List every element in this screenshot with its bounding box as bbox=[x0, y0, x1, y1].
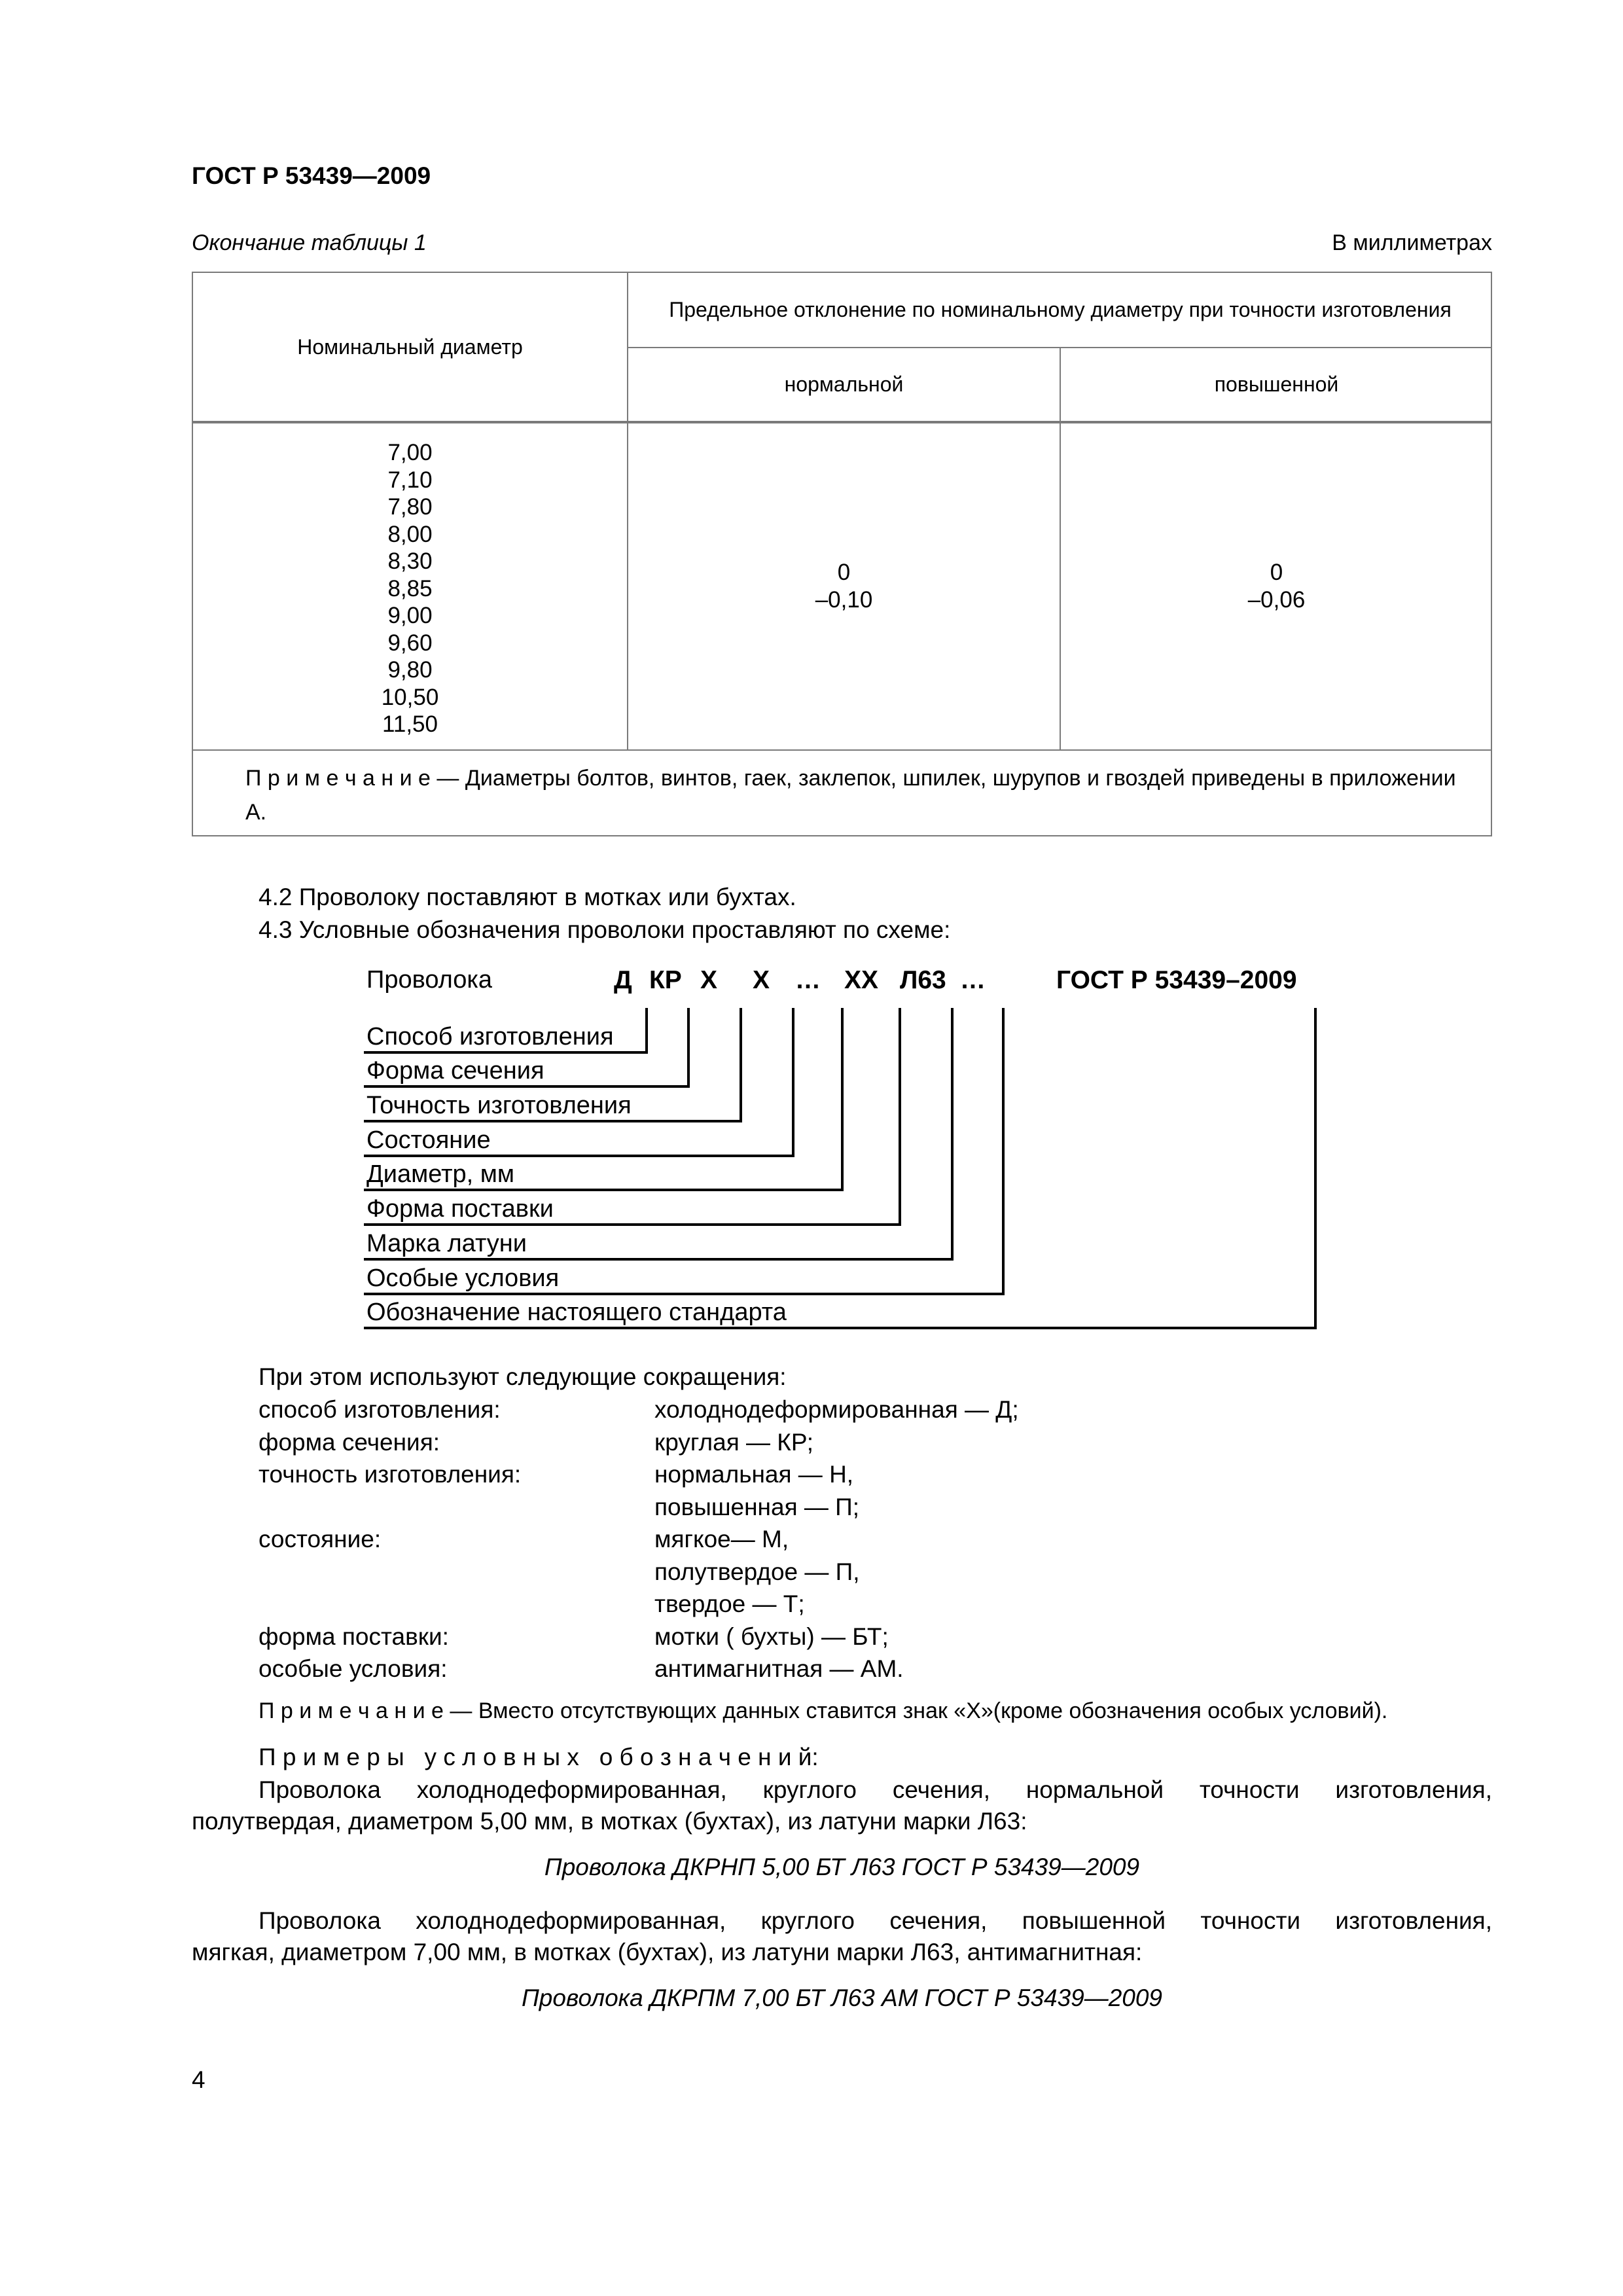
abbrev-value: твердое — Т; bbox=[654, 1590, 805, 1617]
normal-lower: –0,10 bbox=[815, 586, 873, 613]
example-2-designation: Проволока ДКРПМ 7,00 БТ Л63 АМ ГОСТ Р 53439—2009 bbox=[521, 1984, 1163, 2011]
scheme-label-7: Марка латуни bbox=[366, 1230, 527, 1257]
scheme-word: Проволока bbox=[366, 966, 492, 994]
scheme-label-1: Способ изготовления bbox=[366, 1023, 614, 1050]
clause-4-3: 4.3 Условные обозначения проволоки проставляют по схеме: bbox=[259, 916, 951, 943]
abbrev-term: состояние: bbox=[259, 1526, 382, 1552]
diameter-value: 9,80 bbox=[387, 657, 433, 683]
abbrev-term: форма сечения: bbox=[259, 1428, 440, 1456]
abbrev-value: антимагнитная — АМ. bbox=[654, 1655, 904, 1682]
note-text: — Диаметры болтов, винтов, гаек, заклепок, шпилек, шурупов и гвоздей приведены в приложении А. bbox=[245, 766, 1456, 825]
abbrev-value: холоднодеформированная — Д; bbox=[654, 1396, 1019, 1423]
scheme-code-l63: Л63 bbox=[900, 966, 946, 994]
note-label: П р и м е ч а н и е bbox=[245, 766, 431, 791]
table-caption: Окончание таблицы 1 bbox=[192, 230, 427, 255]
normal-upper: 0 bbox=[837, 560, 851, 585]
diameter-value: 7,00 bbox=[387, 440, 433, 465]
clause-4-2: 4.2 Проволоку поставляют в мотках или бухтах. bbox=[259, 884, 796, 910]
document-code: ГОСТ Р 53439—2009 bbox=[192, 162, 431, 189]
scheme-code-d: Д bbox=[614, 966, 632, 994]
header-nominal-diameter: Номинальный диаметр bbox=[297, 334, 523, 359]
scheme-code-dots2: … bbox=[960, 966, 986, 994]
diameter-value: 7,10 bbox=[387, 467, 433, 493]
scheme-code-kr: КР bbox=[649, 966, 682, 994]
scheme-label-3: Точность изготовления bbox=[366, 1092, 632, 1119]
scheme-code-dots1: … bbox=[795, 966, 821, 994]
note-text-2: — Вместо отсутствующих данных ставится знак «Х»(кроме обозначения особых условий). bbox=[443, 1698, 1388, 1723]
diameter-value: 8,30 bbox=[387, 548, 433, 574]
abbrev-term: точность изготовления: bbox=[259, 1461, 522, 1488]
diameter-value: 10,50 bbox=[381, 684, 439, 710]
header-deviation: Предельное отклонение по номинальному диаметру при точности изготовления bbox=[669, 298, 1452, 321]
diameter-value: 9,60 bbox=[387, 630, 433, 656]
diameter-value: 11,50 bbox=[382, 711, 438, 737]
note-label-2: П р и м е ч а н и е bbox=[259, 1698, 444, 1723]
abbrev-value: мотки ( бухты) — БТ; bbox=[654, 1623, 889, 1650]
scheme-label-8: Особые условия bbox=[366, 1265, 560, 1292]
diameter-value: 7,80 bbox=[387, 494, 433, 520]
example-2-line-1: Проволока холоднодеформированная, круглого сечения, повышенной точности изготовления, bbox=[259, 1907, 1492, 1934]
scheme-code-x1: Х bbox=[700, 966, 718, 994]
examples-heading: П р и м е р ы у с л о в н ы х о б о з н а ч е н и й: bbox=[259, 1744, 819, 1770]
abbrev-intro: При этом используют следующие сокращения: bbox=[259, 1363, 787, 1390]
abbrev-term: форма поставки: bbox=[259, 1623, 449, 1650]
example-1-line-2: полутвердая, диаметром 5,00 мм, в мотках (бухтах), из латуни марки Л63: bbox=[192, 1808, 1027, 1835]
abbrev-term: способ изготовления: bbox=[259, 1396, 501, 1423]
scheme-label-4: Состояние bbox=[366, 1126, 491, 1154]
abbrev-value: повышенная — П; bbox=[654, 1493, 860, 1520]
table-units: В миллиметрах bbox=[1332, 230, 1492, 255]
scheme-code-xx: ХХ bbox=[844, 966, 879, 994]
scheme-code-x2: Х bbox=[753, 966, 770, 994]
abbrev-value: полутвердое — П, bbox=[654, 1558, 860, 1585]
example-1-line-1: Проволока холоднодеформированная, круглого сечения, нормальной точности изготовления, bbox=[259, 1776, 1492, 1803]
abbrev-term: особые условия: bbox=[259, 1655, 448, 1682]
header-normal: нормальной bbox=[784, 372, 904, 396]
scheme-label-5: Диаметр, мм bbox=[366, 1160, 514, 1188]
abbrev-value: нормальная — Н, bbox=[654, 1461, 854, 1488]
diameter-value: 8,85 bbox=[387, 575, 433, 601]
scheme-label-2: Форма сечения bbox=[366, 1057, 544, 1085]
diameter-value: 8,00 bbox=[387, 521, 433, 547]
increased-upper: 0 bbox=[1270, 560, 1283, 585]
abbrev-note bbox=[259, 1698, 1387, 1724]
page-number: 4 bbox=[192, 2066, 205, 2093]
abbrev-value: круглая — КР; bbox=[654, 1428, 813, 1456]
abbrev-value: мягкое— М, bbox=[654, 1526, 789, 1552]
example-1-designation: Проволока ДКРНП 5,00 БТ Л63 ГОСТ Р 53439—2009 bbox=[544, 1854, 1140, 1880]
scheme-standard: ГОСТ Р 53439–2009 bbox=[1056, 966, 1297, 994]
scheme-label-6: Форма поставки bbox=[366, 1195, 554, 1223]
diameter-value: 9,00 bbox=[387, 603, 433, 628]
example-2-line-2: мягкая, диаметром 7,00 мм, в мотках (бухтах), из латуни марки Л63, антимагнитная: bbox=[192, 1939, 1143, 1965]
increased-lower: –0,06 bbox=[1247, 586, 1306, 613]
header-increased: повышенной bbox=[1214, 372, 1339, 396]
scheme-label-9: Обозначение настоящего стандарта bbox=[366, 1299, 787, 1326]
